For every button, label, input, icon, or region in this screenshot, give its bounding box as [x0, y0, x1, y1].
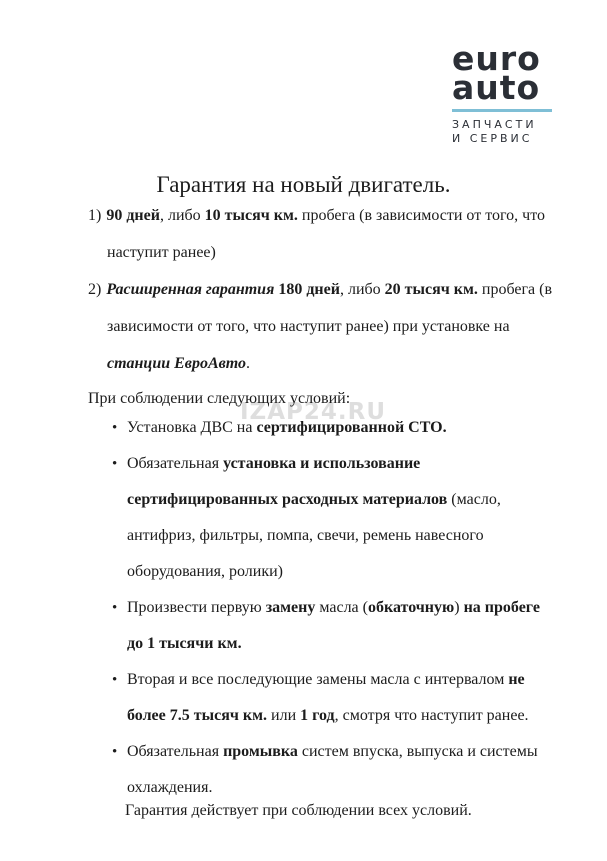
bullet-text: Обязательная установка и использование сертифицированных расходных материалов (масло, антифриз, фильтры, помпа, свечи, ремень навесного оборудования, ролики): [127, 455, 501, 580]
logo-divider: [452, 109, 552, 112]
page-title: Гарантия на новый двигатель.: [156, 172, 451, 197]
conditions-heading: При соблюдении следующих условий:: [88, 390, 351, 407]
bullet-dot-icon: •: [112, 600, 118, 616]
bullet-item-certified-sto: [0, 410, 555, 446]
numbered-item-1-marker: 1): [88, 207, 102, 224]
conditions-bullet-list: [0, 410, 555, 806]
bullet-item-first-oil-change: [0, 590, 555, 662]
numbered-item-2: [88, 271, 555, 382]
bullet-item-certified-materials: [0, 446, 555, 590]
bullet-dot-icon: •: [112, 420, 118, 436]
logo-wordmark-auto: auto: [452, 68, 541, 107]
euroauto-logo: [452, 39, 562, 145]
bullet-dot-icon: •: [112, 672, 118, 688]
bullet-dot-icon: •: [112, 744, 118, 760]
bullet-item-oil-change-interval: [0, 662, 555, 734]
logo-tagline-line2: И СЕРВИС: [452, 132, 533, 145]
numbered-item-2-marker: 2): [88, 281, 102, 298]
bullet-text: Вторая и все последующие замены масла с интервалом не более 7.5 тысяч км. или 1 год, смотря что наступит ранее.: [127, 671, 529, 724]
bullet-text: Установка ДВС на сертифицированной СТО.: [127, 419, 447, 436]
numbered-item-2-text: Расширенная гарантия 180 дней, либо 20 тысяч км. пробега (в зависимости от того, что наступит ранее) при установке на станции ЕвроАвто.: [106, 281, 553, 372]
logo-wordmark-euro: euro: [452, 39, 541, 78]
bullet-text: Произвести первую замену масла (обкаточную) на пробеге до 1 тысячи км.: [127, 599, 540, 652]
numbered-item-1: [88, 197, 555, 271]
bullet-dot-icon: •: [112, 456, 118, 472]
bullet-text: Обязательная промывка систем впуска, выпуска и системы охлаждения.: [127, 743, 538, 796]
logo-tagline-line1: ЗАПЧАСТИ: [452, 118, 537, 131]
site-watermark: IZAP24.RU: [240, 399, 387, 425]
footer-note: Гарантия действует при соблюдении всех условий.: [125, 802, 472, 819]
numbered-item-1-text: 90 дней, либо 10 тысяч км. пробега (в зависимости от того, что наступит ранее): [106, 207, 545, 261]
